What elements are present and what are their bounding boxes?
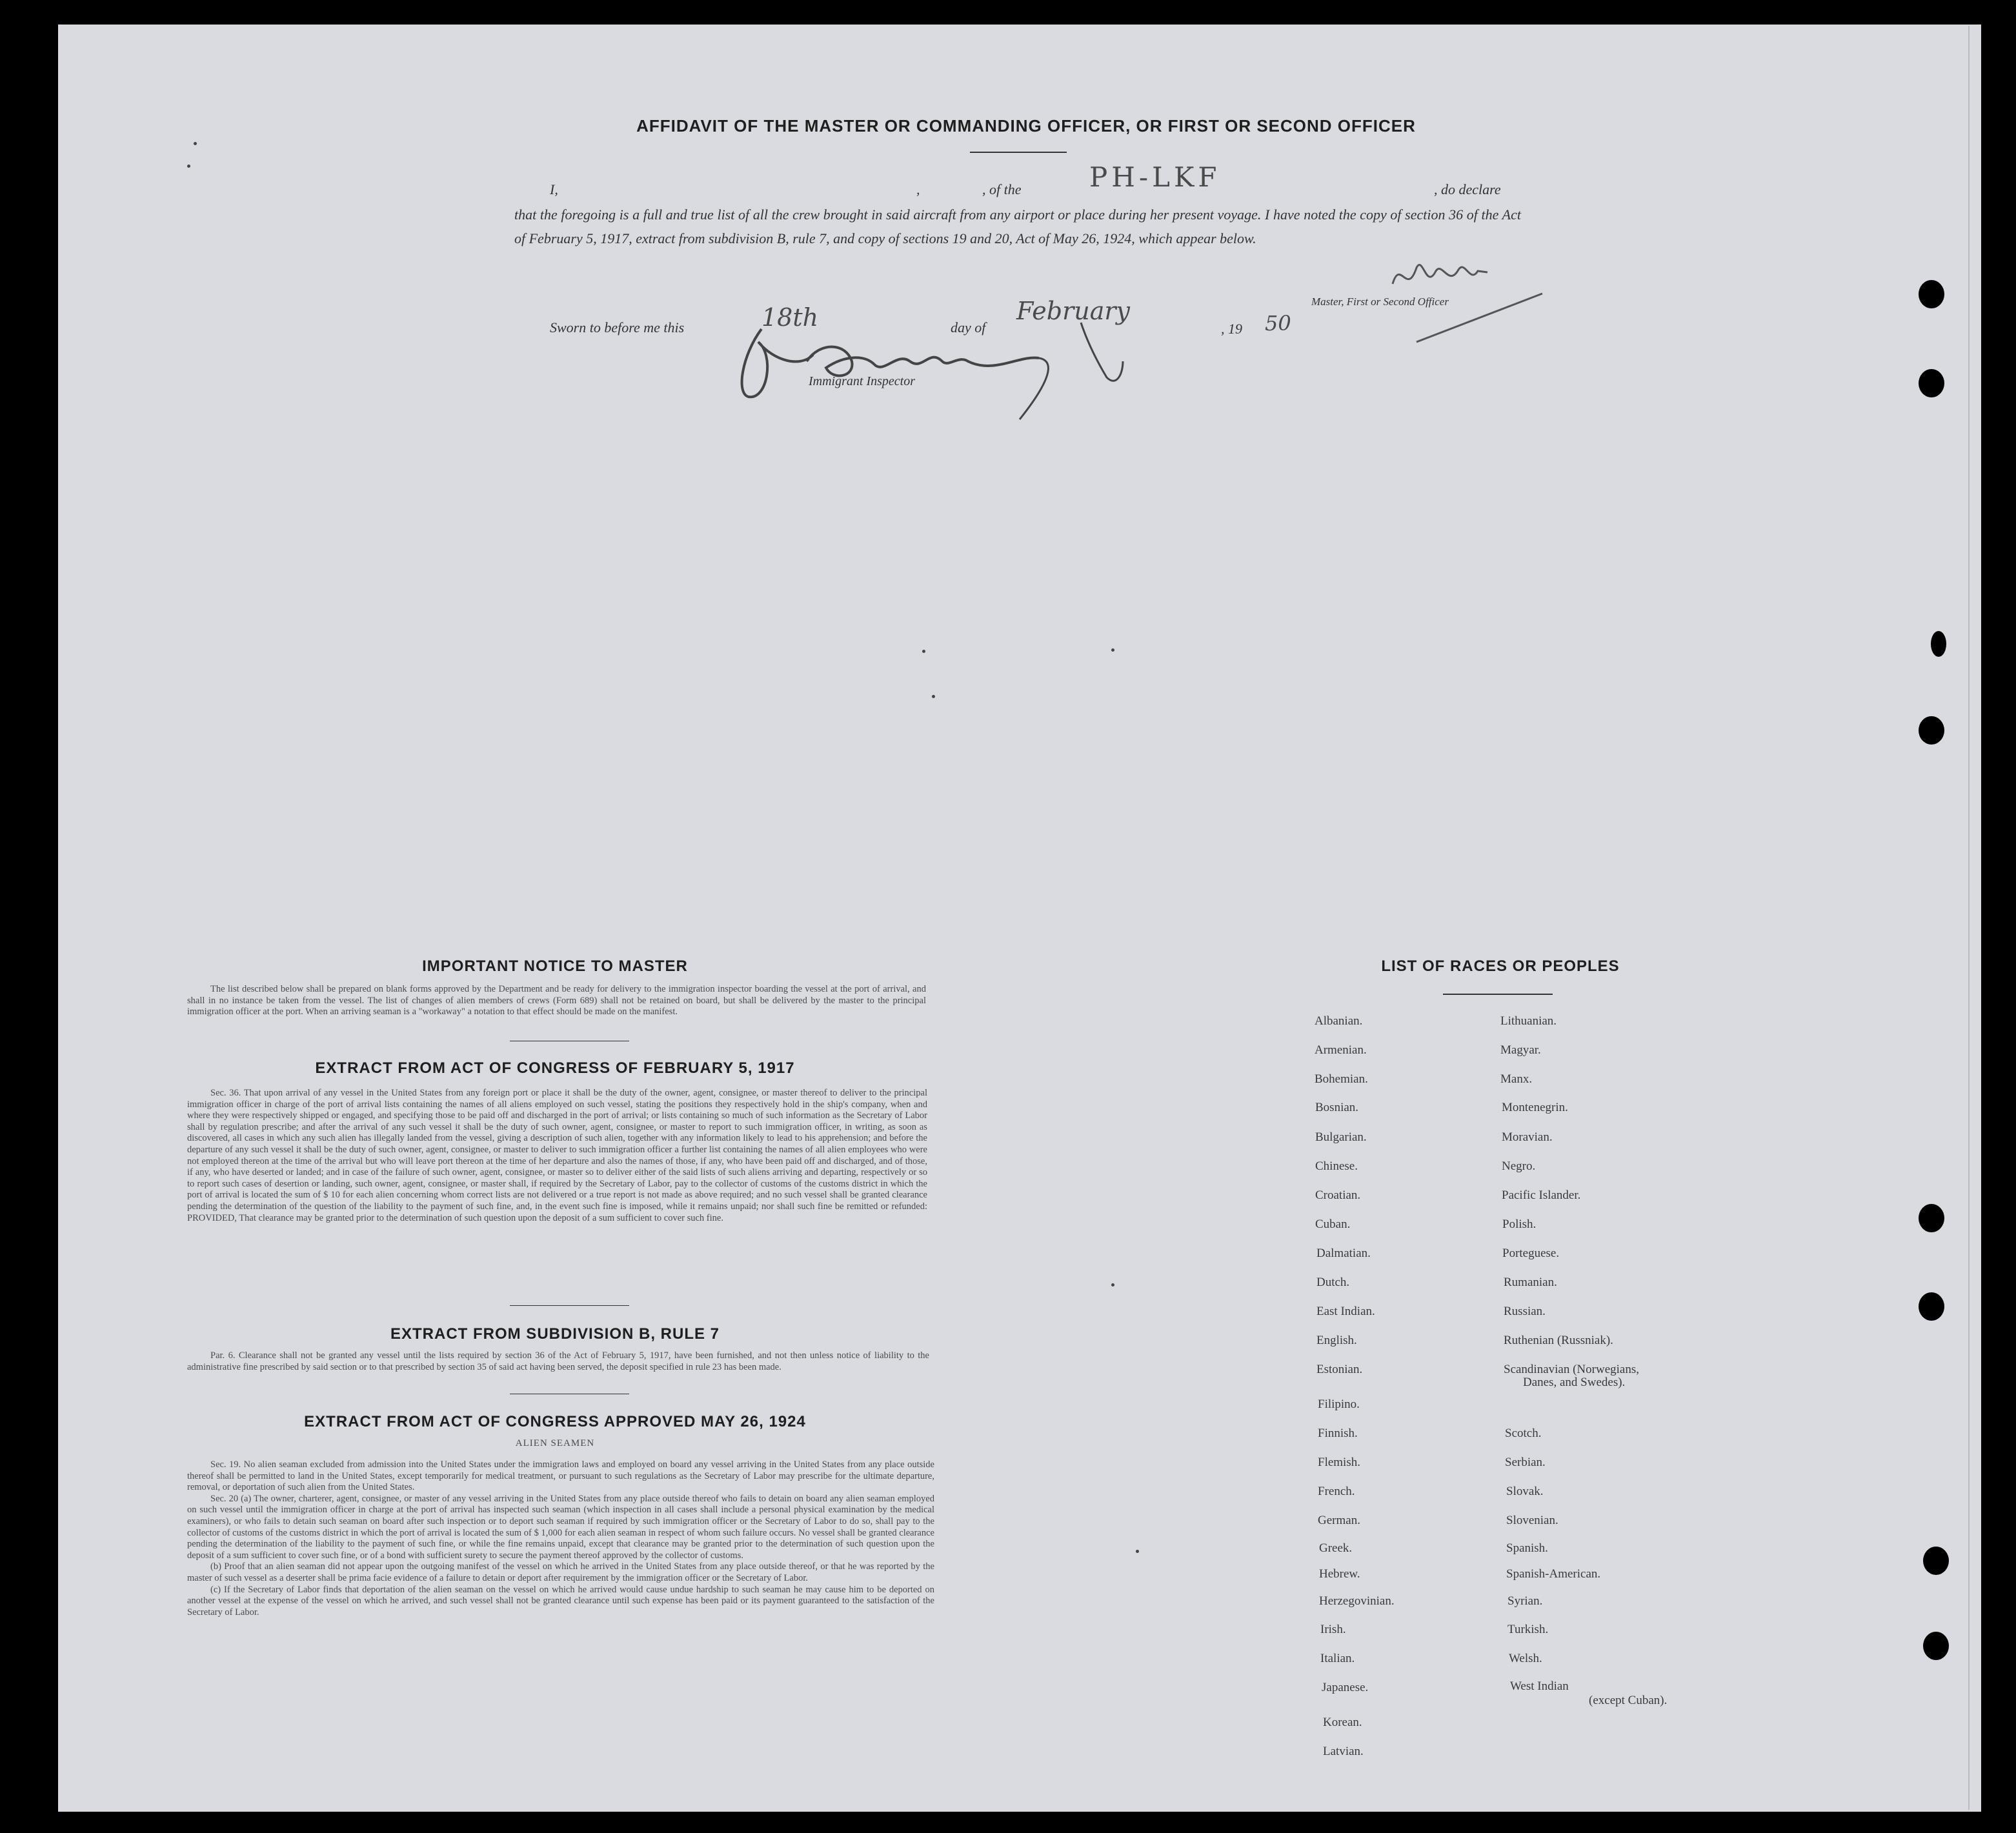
day-of-label: day of bbox=[951, 319, 986, 336]
speck bbox=[1111, 648, 1114, 652]
race-left-item: Hebrew. bbox=[1319, 1567, 1360, 1581]
race-right-item: Turkish. bbox=[1507, 1623, 1549, 1636]
race-right-item: Syrian. bbox=[1507, 1594, 1543, 1608]
race-left-item: Herzegovinian. bbox=[1319, 1594, 1395, 1608]
aircraft-registration-handwritten: PH-LKF bbox=[1089, 161, 1221, 193]
year-prefix-label: , 19 bbox=[1221, 321, 1242, 337]
speck bbox=[922, 650, 925, 653]
subdivision-b-text bbox=[187, 1350, 929, 1373]
race-right-item: Polish. bbox=[1502, 1217, 1537, 1231]
race-left-item: Dutch. bbox=[1316, 1276, 1350, 1289]
race-left-item: Albanian. bbox=[1315, 1014, 1363, 1028]
binder-hole bbox=[1919, 1292, 1944, 1321]
speck bbox=[194, 142, 197, 145]
race-right-item: Spanish-American. bbox=[1506, 1567, 1601, 1581]
race-right-item: Lithuanian. bbox=[1500, 1014, 1557, 1028]
subdivision-b-title: EXTRACT FROM SUBDIVISION B, RULE 7 bbox=[390, 1325, 720, 1343]
race-left-item: Latvian. bbox=[1323, 1745, 1364, 1758]
race-right-item: Spanish. bbox=[1506, 1541, 1548, 1555]
notice-text bbox=[187, 984, 926, 1018]
extract-1924-title: EXTRACT FROM ACT OF CONGRESS APPROVED MAY 26, 1924 bbox=[304, 1413, 806, 1430]
sworn-label: Sworn to before me this bbox=[550, 319, 685, 336]
race-left-item: Irish. bbox=[1320, 1623, 1346, 1636]
race-left-item: Dalmatian. bbox=[1316, 1247, 1371, 1260]
race-right-item: Porteguese. bbox=[1502, 1247, 1560, 1260]
race-left-item: Japanese. bbox=[1322, 1681, 1369, 1694]
notice-paragraph: The list described below shall be prepared on blank forms approved by the Department and be ready for delivery to the immigration inspector boarding the vessel at the port of arrival, and shall in no instance be taken from the vessel. The list of changes of alien members of crews (Form 689) shall not be retained on board, but shall be delivered by the master to the principal immigration officer at the port. When an arriving seaman is a "workaway" a notation to that effect should be made on the manifest. bbox=[187, 984, 926, 1017]
title-underline bbox=[970, 152, 1067, 153]
extract-1917-paragraph: Sec. 36. That upon arrival of any vessel in the United States from any foreign port or place it shall be the duty of the owner, agent, consignee, or master thereof to deliver to the principal immigration officer in charge of the port of arrival lists containing the names of all aliens employed on such vessel, stating the positions they respectively hold in the ship's company, when and where they were respectively shipped or engaged, and specifying those to be paid off and discharged in the port of arrival; or lists containing so much of such information as the Secretary of Labor shall by regulation prescribe; and after the arrival of any such vessel it shall be the duty of such owner, agent, consignee, or master to report to such immigration officer, in writing, as soon as discovered, all cases in which any such alien has illegally landed from the vessel, giving a description of such alien, together with any information likely to lead to his apprehension; and before the departure of any such vessel it shall be the duty of such owner, agent, consignee, or master to deliver to such immigration officer a further list containing the names of all alien employees who were not employed thereon at the time of the arrival but who will leave port thereon at the time of her departure and also the names of those, if any, who have been paid off and discharged, and of those, if any, who have deserted or landed; and in case of the failure of such owner, agent, consignee, or master so to deliver either of the said lists of such aliens arriving and departing, respectively or so to report such cases of desertion or landing, such owner, agent, consignee, or master shall, if required by the Secretary of Labor, pay to the collector of customs of the customs district in which the port of arrival is located the sum of $ 10 for each alien concerning whom correct lists are not delivered or a true report is not made as above required; and no such vessel shall be granted clearance pending the determination of the question of the liability to the payment of such fine, and, in the event such fine is imposed, while it remains unpaid; nor shall such fine be remitted or refunded: PROVIDED, That clearance may be granted prior to the determination of such question upon the deposit of a sum sufficient to cover such fine. bbox=[187, 1088, 927, 1223]
race-right-item: Serbian. bbox=[1505, 1456, 1546, 1469]
inspector-signature bbox=[736, 316, 1155, 432]
race-left-item: German. bbox=[1318, 1514, 1360, 1527]
year-handwritten: 50 bbox=[1265, 311, 1291, 336]
races-title: LIST OF RACES OR PEOPLES bbox=[1381, 957, 1620, 975]
race-left-item: English. bbox=[1316, 1334, 1357, 1347]
affidavit-title: AFFIDAVIT OF THE MASTER OR COMMANDING OFFICER, OR FIRST OR SECOND OFFICER bbox=[636, 116, 1416, 135]
month-handwritten: February bbox=[1016, 297, 1131, 325]
race-left-item: Greek. bbox=[1319, 1541, 1353, 1555]
race-left-item: Cuban. bbox=[1315, 1217, 1351, 1231]
affidavit-i-label: I, bbox=[550, 181, 558, 197]
race-right-item: Ruthenian (Russniak). bbox=[1504, 1334, 1613, 1347]
page-fold-line bbox=[1968, 26, 1970, 1810]
extract-1924-text bbox=[187, 1459, 934, 1618]
extract-1924-paragraph: Sec. 20 (a) The owner, charterer, agent, consignee, or master of any vessel arriving in the United States from any place outside thereof who fails to detain on board any alien seaman employed on such vessel until the immigration officer in charge at the port of arrival has inspected such seaman (which inspection in all cases shall include a personal physical examination by the medical examiners), or who fails to detain such seaman on board after such inspection or to deport such seaman if required by such immigration officer or the Secretary of Labor to do so, shall pay to the collector of customs of the customs district in which the port of arrival is located the sum of $ 1,000 for each alien seaman in respect of whom such failure occurs. No vessel shall be granted clearance pending the determination of the liability to the payment of such fine, or while the fine remains unpaid, except that clearance may be granted prior to the determination of such question upon the deposit of a sum sufficient to cover such fine, or of a bond with sufficient surety to secure the payment thereof approved by the collector of customs. bbox=[187, 1493, 934, 1561]
race-right-item: Magyar. bbox=[1500, 1043, 1541, 1057]
race-right-item: Manx. bbox=[1500, 1072, 1533, 1086]
race-left-item: Bosnian. bbox=[1315, 1101, 1359, 1114]
extract-1924-paragraph: Sec. 19. No alien seaman excluded from admission into the United States under the immigration laws and employed on board any vessel arriving in the United States from any place outside thereof shall be permitted to land in the United States, except temporarily for medical treatment, or pursuant to such regulations as the Secretary of Labor may prescribe for the ultimate departure, removal, or deportation of such alien from the United States. bbox=[187, 1459, 934, 1493]
race-left-item: Flemish. bbox=[1318, 1456, 1360, 1469]
affidavit-body: that the foregoing is a full and true list of all the crew brought in said aircraft from any airport or place during her present voyage. I have noted the copy of section 36 of the Act of February 5, 1917, extract from subdivision B, rule 7, and copy of sections 19 and 20, Act of May 26, 1924, which appear below. bbox=[514, 206, 1521, 246]
binder-hole-partial bbox=[1931, 631, 1946, 657]
race-left-item: Chinese. bbox=[1315, 1159, 1358, 1173]
race-left-item: Bulgarian. bbox=[1315, 1130, 1367, 1144]
race-left-item: Finnish. bbox=[1318, 1427, 1358, 1440]
race-right-item: Russian. bbox=[1504, 1305, 1546, 1318]
speck bbox=[932, 695, 935, 698]
title-underline bbox=[1443, 994, 1553, 995]
race-right-item: Montenegrin. bbox=[1502, 1101, 1568, 1114]
master-officer-label: Master, First or Second Officer bbox=[1311, 295, 1449, 308]
race-right-item: Negro. bbox=[1502, 1159, 1536, 1173]
binder-hole bbox=[1919, 716, 1944, 745]
extract-1924-subtitle: ALIEN SEAMEN bbox=[515, 1438, 595, 1448]
subdivision-b-paragraph: Par. 6. Clearance shall not be granted any vessel until the lists required by section 36 of the Act of February 5, 1917, have been furnished, and not then unless notice of liability to the administrative fine prescribed by said section or to that prescribed by section 35 of said act having been served, the deposit specified in rule 23 has been made. bbox=[187, 1350, 929, 1372]
extract-1917-text bbox=[187, 1088, 927, 1224]
race-left-item: Estonian. bbox=[1316, 1363, 1363, 1376]
race-left-item: Italian. bbox=[1320, 1652, 1355, 1665]
binder-hole bbox=[1923, 1547, 1949, 1575]
race-left-item: Korean. bbox=[1323, 1716, 1362, 1729]
race-left-item: Armenian. bbox=[1315, 1043, 1367, 1057]
race-right-item: Welsh. bbox=[1509, 1652, 1542, 1665]
extract-1917-title: EXTRACT FROM ACT OF CONGRESS OF FEBRUARY 5, 1917 bbox=[315, 1059, 795, 1077]
inspector-label: Immigrant Inspector bbox=[809, 374, 915, 388]
affidavit-of-the-label: , of the bbox=[982, 181, 1022, 197]
speck bbox=[187, 165, 190, 168]
race-right-item: Slovenian. bbox=[1506, 1514, 1558, 1527]
race-left-item: French. bbox=[1318, 1485, 1355, 1498]
race-right-item: Slovak. bbox=[1506, 1485, 1544, 1498]
race-right-item: Scotch. bbox=[1505, 1427, 1542, 1440]
race-left-item: Filipino. bbox=[1318, 1397, 1360, 1411]
notice-title: IMPORTANT NOTICE TO MASTER bbox=[422, 957, 688, 975]
binder-hole bbox=[1919, 280, 1944, 308]
section-rule bbox=[510, 1305, 629, 1306]
race-right-item: Pacific Islander. bbox=[1502, 1188, 1581, 1202]
binder-hole bbox=[1919, 1204, 1944, 1232]
race-left-item: Croatian. bbox=[1315, 1188, 1361, 1202]
race-right-item: Scandinavian (Norwegians, bbox=[1504, 1363, 1639, 1376]
speck bbox=[1136, 1550, 1139, 1553]
extract-1924-paragraph: (c) If the Secretary of Labor finds that deportation of the alien seaman on the vessel on which he arrived would cause undue hardship to such seaman he may cause him to be deported on another vessel at the expense of the vessel on which he arrived, and such vessel shall not be granted clearance until such expense has been paid or its payment guaranteed to the satisfaction of the Secretary of Labor. bbox=[187, 1584, 934, 1618]
extract-1924-paragraph: (b) Proof that an alien seaman did not appear upon the outgoing manifest of the vessel on which he arrived in the United States from any place outside thereof, or that he was reported by the master of such vessel as a deserter shall be prima facie evidence of a failure to detain or deport after requirement by the immigration officer or the Secretary of Labor. bbox=[187, 1561, 934, 1583]
affidavit-do-declare-label: , do declare bbox=[1434, 181, 1501, 197]
master-signature bbox=[1387, 252, 1549, 355]
race-right-item: West Indian bbox=[1510, 1679, 1569, 1693]
affidavit-comma: , bbox=[916, 181, 920, 197]
speck bbox=[1111, 1283, 1114, 1287]
race-left-item: Bohemian. bbox=[1315, 1072, 1368, 1086]
race-right-item: (except Cuban). bbox=[1589, 1694, 1668, 1707]
binder-hole bbox=[1923, 1632, 1949, 1660]
race-right-item: Danes, and Swedes). bbox=[1523, 1376, 1626, 1389]
race-right-item: Rumanian. bbox=[1504, 1276, 1557, 1289]
binder-hole bbox=[1919, 369, 1944, 397]
race-right-item: Moravian. bbox=[1502, 1130, 1553, 1144]
race-left-item: East Indian. bbox=[1316, 1305, 1375, 1318]
day-handwritten: 18th bbox=[761, 303, 819, 332]
